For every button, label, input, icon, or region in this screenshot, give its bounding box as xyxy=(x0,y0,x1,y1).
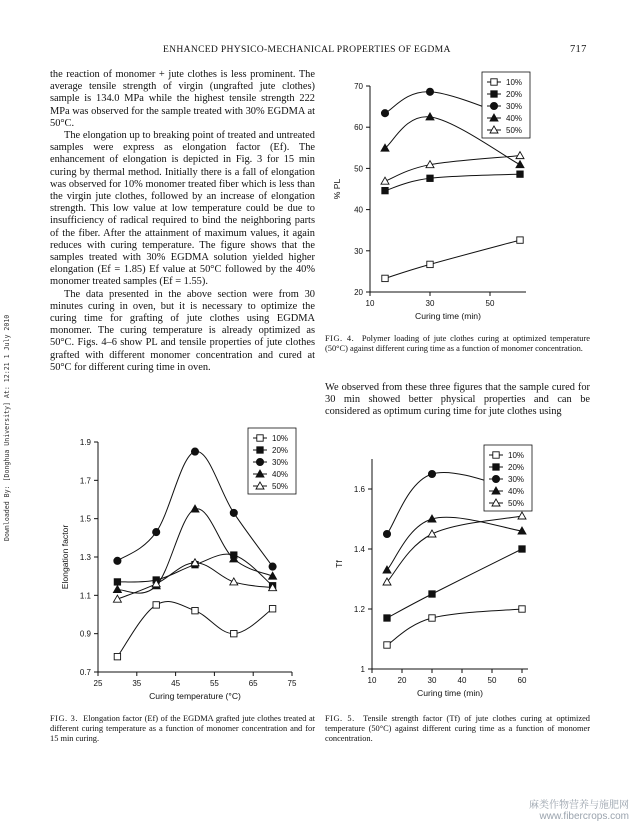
paragraph: The elongation up to breaking point of treated and untreated samples were express as elongation factor (Ef). The enhancement of elongation is depicted in Fig. 3 for 15 min curing by thermal method. Initially there is a fall of elongation was observed for 10% monomer treated fiber which is less than the virgin jute clothes, followed by an increase of elongation strength. This low value at low temperature could be due to insufficiency of radical required to bind the neighboring parts of the fiber. After the attainment of maximum values, it again reduces with curing temperature. The figure shows that the samples treated with 30% EGDMA solution yielded higher elongation (Ef = 1.85) Ef value at 50°C followed by the 40% monomer treated samples (Ef = 1.55). xyxy=(50,130,315,288)
paragraph: the reaction of monomer + jute clothes is less prominent. The average tensile strength of virgin (ungrafted jute clothes) sample is 134.0 MPa while the highest tensile strength 222 MPa was observed for the sample treated with 30% EGDMA at 50°C. xyxy=(50,69,315,129)
data-point xyxy=(231,630,237,636)
x-tick-label: 40 xyxy=(457,676,467,685)
legend-marker xyxy=(257,435,263,441)
series-line xyxy=(117,509,272,593)
x-tick-label: 25 xyxy=(93,679,103,688)
legend xyxy=(482,72,530,138)
x-tick-label: 30 xyxy=(427,676,437,685)
series-10pct xyxy=(384,606,525,648)
watermark-line: www.fibercrops.com xyxy=(539,811,629,822)
running-title: ENHANCED PHYSICO-MECHANICAL PROPERTIES OF EGDMA xyxy=(163,44,451,55)
caption-label: FIG. 3. xyxy=(50,714,78,723)
legend-entry: 50% xyxy=(506,126,523,135)
watermark-line: 麻类作物营养与施肥网 xyxy=(529,800,629,811)
y-tick-label: 50 xyxy=(354,164,363,174)
data-point xyxy=(269,606,275,612)
data-point xyxy=(114,653,120,659)
y-tick-label: 1.2 xyxy=(353,605,365,614)
legend-entry: 30% xyxy=(508,475,525,484)
legend-entry: 40% xyxy=(506,114,523,123)
x-axis-label: Curing time (min) xyxy=(417,688,483,698)
y-tick-label: 1.1 xyxy=(79,591,91,601)
data-point xyxy=(519,546,525,552)
data-point xyxy=(269,563,276,570)
x-tick-label: 10 xyxy=(367,676,377,685)
legend-entry: 30% xyxy=(272,458,289,467)
series-50pct xyxy=(383,512,526,585)
data-point xyxy=(230,578,238,585)
x-tick-label: 65 xyxy=(248,679,258,688)
data-point xyxy=(113,586,121,593)
y-tick-label: 0.9 xyxy=(79,629,91,639)
series-40pct xyxy=(383,515,526,573)
caption-text: Polymer loading of jute clothes curing at optimized temperature (50°C) against different curing time as a function of monomer concentration. xyxy=(325,334,590,354)
data-point xyxy=(381,110,388,117)
y-tick-label: 40 xyxy=(354,205,363,215)
download-note: Downloaded By: [Donghua University] At: 12:21 1 July 2010 xyxy=(3,314,11,541)
data-point xyxy=(153,602,159,608)
data-point xyxy=(429,615,435,621)
series-line xyxy=(385,174,520,190)
series-20pct xyxy=(382,171,523,194)
page-number: 717 xyxy=(570,44,587,55)
left-text-column xyxy=(50,69,315,374)
caption-text: Elongation factor (Ef) of the EGDMA grafted jute clothes treated at different curing temperature as a function of monomer concentration and for 15 min curing. xyxy=(50,714,315,744)
y-axis-label: Elongation factor xyxy=(60,524,70,590)
y-tick-label: 1.9 xyxy=(79,438,91,447)
data-point xyxy=(426,88,433,95)
y-tick-label: 20 xyxy=(354,288,363,297)
x-tick-label: 55 xyxy=(209,679,219,688)
series-line xyxy=(387,517,522,570)
legend xyxy=(248,428,296,494)
y-axis-label: % PL xyxy=(332,178,342,200)
legend-entry: 20% xyxy=(508,463,525,472)
legend-marker xyxy=(492,475,499,482)
legend-entry: 50% xyxy=(508,499,525,508)
data-point xyxy=(516,161,524,168)
data-point xyxy=(384,615,390,621)
data-point xyxy=(153,528,160,535)
y-axis-label: Tf xyxy=(334,560,344,568)
data-point xyxy=(427,175,433,181)
data-point xyxy=(428,530,436,537)
caption-label: FIG. 5. xyxy=(325,714,355,723)
fig3-caption xyxy=(50,714,315,745)
legend-entry: 40% xyxy=(508,487,525,496)
x-tick-label: 20 xyxy=(397,676,407,685)
watermark xyxy=(529,796,629,822)
data-point xyxy=(114,557,121,564)
legend-marker xyxy=(493,464,499,470)
legend-marker xyxy=(256,458,263,465)
y-tick-label: 1.7 xyxy=(79,476,91,486)
data-point xyxy=(191,448,198,455)
data-point xyxy=(382,187,388,193)
data-point xyxy=(230,509,237,516)
data-point xyxy=(383,530,390,537)
legend-entry: 20% xyxy=(506,90,523,99)
legend-marker xyxy=(490,102,497,109)
series-line xyxy=(387,609,522,645)
x-tick-label: 10 xyxy=(365,299,375,308)
x-axis-label: Curing time (min) xyxy=(415,311,481,321)
series-10pct xyxy=(382,237,523,282)
y-tick-label: 30 xyxy=(354,246,363,256)
data-point xyxy=(192,607,198,613)
y-tick-label: 1 xyxy=(360,665,365,674)
legend xyxy=(484,445,532,511)
x-tick-label: 50 xyxy=(487,676,497,685)
x-tick-label: 30 xyxy=(425,299,435,308)
series-line xyxy=(385,240,520,278)
x-tick-label: 75 xyxy=(287,679,297,688)
y-tick-label: 60 xyxy=(354,123,363,133)
legend-marker xyxy=(257,447,263,453)
data-point xyxy=(428,470,435,477)
legend-entry: 40% xyxy=(272,470,289,479)
data-point xyxy=(114,579,120,585)
series-10pct xyxy=(114,602,276,660)
data-point xyxy=(382,275,388,281)
y-tick-label: 1.3 xyxy=(79,553,91,562)
series-line xyxy=(385,156,520,182)
series-50pct xyxy=(113,559,276,602)
legend-marker xyxy=(491,79,497,85)
legend-entry: 10% xyxy=(272,434,289,443)
caption-label: FIG. 4. xyxy=(325,334,355,343)
data-point xyxy=(517,237,523,243)
series-50pct xyxy=(381,152,524,185)
fig5-chart xyxy=(326,440,590,710)
x-tick-label: 35 xyxy=(132,679,142,688)
legend-marker xyxy=(493,452,499,458)
legend-entry: 10% xyxy=(508,451,525,460)
data-point xyxy=(518,512,526,519)
fig5-caption xyxy=(325,714,590,745)
y-tick-label: 1.4 xyxy=(353,545,365,554)
legend-marker xyxy=(491,91,497,97)
data-point xyxy=(517,171,523,177)
paragraph: The data presented in the above section were from 30 minutes curing in oven, but it is necessary to optimize the curing time for grafting of jute clothes using EGDMA monomer. The curing temperature is already optimized as 50°C. Figs. 4–6 show PL and tensile properties of jute clothes grafted with different monomer concentration and cured at 50°C for different curing time in oven. xyxy=(50,288,315,373)
fig4-chart xyxy=(326,66,590,328)
data-point xyxy=(429,591,435,597)
y-tick-label: 70 xyxy=(354,82,363,91)
data-point xyxy=(516,152,524,159)
legend-entry: 50% xyxy=(272,482,289,491)
fig4-caption xyxy=(325,334,590,354)
data-point xyxy=(519,606,525,612)
series-line xyxy=(387,549,522,618)
data-point xyxy=(383,566,391,573)
series-20pct xyxy=(114,552,276,589)
data-point xyxy=(427,261,433,267)
x-tick-label: 45 xyxy=(171,679,181,688)
y-tick-label: 0.7 xyxy=(79,668,91,677)
data-point xyxy=(113,595,121,602)
right-text-column xyxy=(325,382,590,419)
series-line xyxy=(387,516,522,582)
fig3-chart xyxy=(52,418,314,710)
legend-entry: 10% xyxy=(506,78,523,87)
data-point xyxy=(381,177,389,184)
legend-entry: 20% xyxy=(272,446,289,455)
caption-text: Tensile strength factor (Tf) of jute clothes curing at optimized temperature (50°C) against different curing time as a function of monomer concentration. xyxy=(325,714,590,744)
legend-entry: 30% xyxy=(506,102,523,111)
data-point xyxy=(384,642,390,648)
paragraph: We observed from these three figures that the sample cured for 30 min showed better physical properties and can be considered as optimum curing time for jute clothes using xyxy=(325,382,590,418)
x-tick-label: 60 xyxy=(517,676,527,685)
x-axis-label: Curing temperature (°C) xyxy=(149,691,241,701)
y-tick-label: 1.6 xyxy=(353,485,365,494)
y-tick-label: 1.5 xyxy=(79,514,91,524)
x-tick-label: 50 xyxy=(485,299,495,308)
